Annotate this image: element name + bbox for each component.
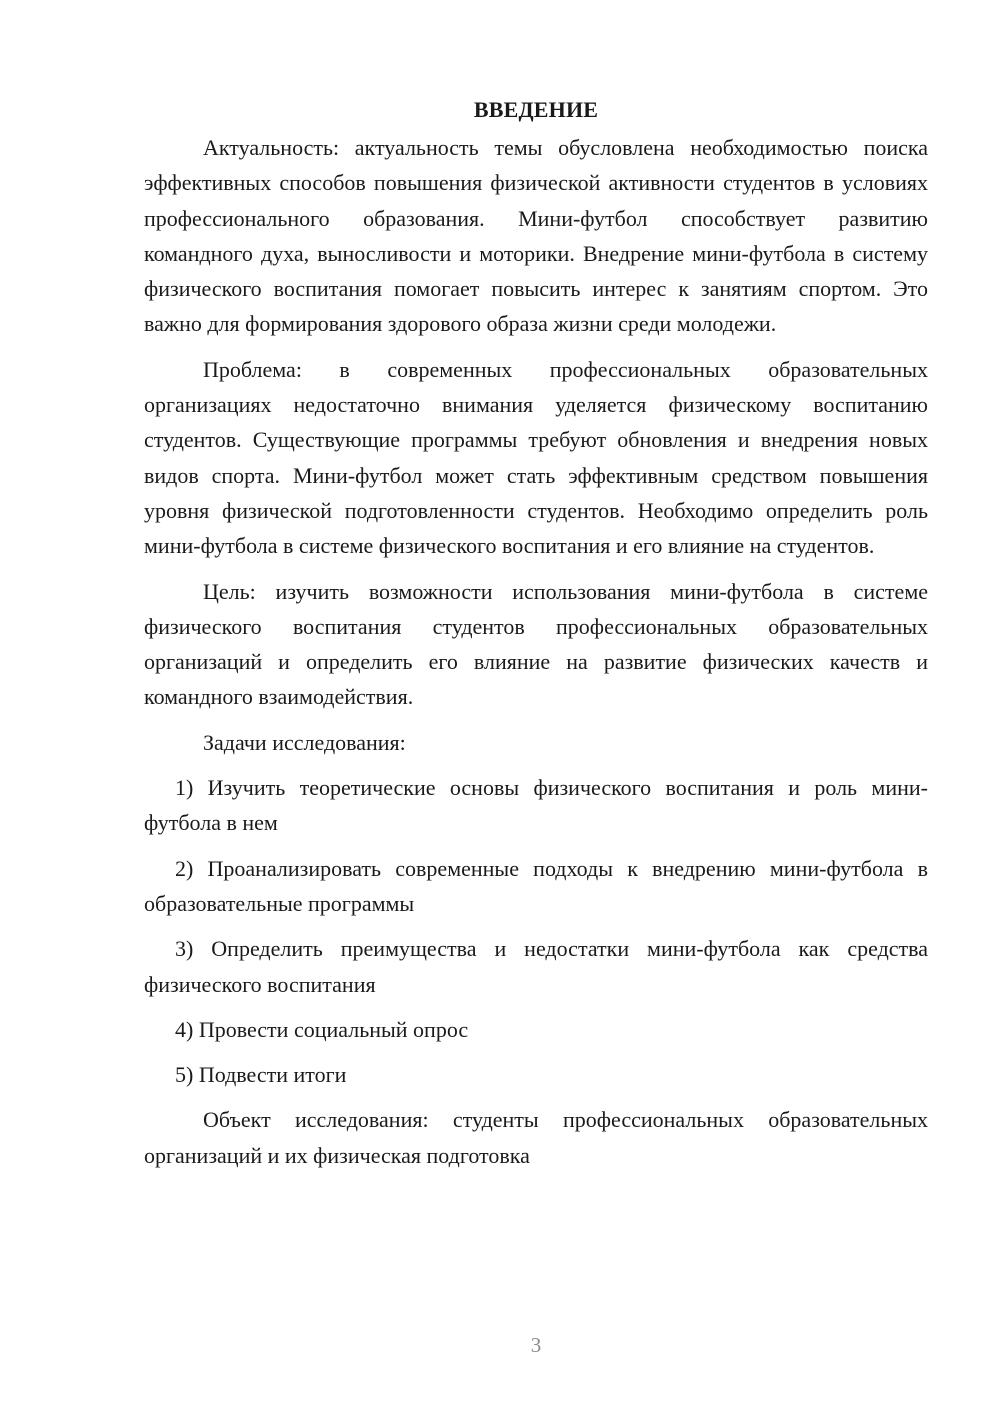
page-number: 3 — [530, 1333, 542, 1357]
task-number: 3) — [175, 936, 194, 962]
task-item-4 — [144, 1012, 928, 1047]
document-page — [144, 92, 928, 1183]
task-number: 4) — [175, 1016, 194, 1042]
goal-paragraph: Цель: изучить возможности использования мини-футбола в системе физического воспитания студентов профессиональных образовательных организаций и определить его влияние на развитие физических качеств и командного взаимодействия. — [144, 578, 928, 710]
task-item-3 — [144, 931, 928, 1002]
task-text: Провести социальный опрос — [198, 1016, 469, 1042]
section-title: ВВЕДЕНИЕ — [473, 97, 599, 122]
tasks-heading: Задачи исследования: — [203, 729, 406, 755]
task-text: Определить преимущества и недостатки мини-футбола как средства физического воспитания — [144, 936, 929, 997]
task-text: Изучить теоретические основы физического воспитания и роль мини-футбола в нем — [144, 775, 928, 836]
task-text: Подвести итоги — [198, 1062, 347, 1088]
task-number: 5) — [175, 1062, 194, 1088]
task-item-1 — [144, 770, 928, 841]
task-text: Проанализировать современные подходы к внедрению мини-футбола в образовательные программы — [144, 855, 928, 916]
task-item-2 — [144, 851, 928, 922]
relevance-paragraph: Актуальность: актуальность темы обусловлена необходимостью поиска эффективных способов повышения физической активности студентов в условиях профессионального образования. Мини-футбол способствует развитию командного духа, выносливости и моторики. Внедрение мини-футбола в систему физического воспитания помогает повысить интерес к занятиям спортом. Это важно для формирования здорового образа жизни среди молодежи. — [144, 135, 928, 337]
problem-paragraph: Проблема: в современных профессиональных образовательных организациях недостаточно внимания уделяется физическому воспитанию студентов. Существующие программы требуют обновления и внедрения новых видов спорта. Мини-футбол может стать эффективным средством повышения уровня физической подготовленности студентов. Необходимо определить роль мини-футбола в системе физического воспитания и его влияние на студентов. — [144, 356, 928, 559]
task-number: 2) — [175, 855, 194, 881]
task-item-5 — [144, 1057, 928, 1092]
task-number: 1) — [175, 775, 194, 801]
object-paragraph: Объект исследования: студенты профессиональных образовательных организаций и их физическая подготовка — [144, 1107, 928, 1168]
